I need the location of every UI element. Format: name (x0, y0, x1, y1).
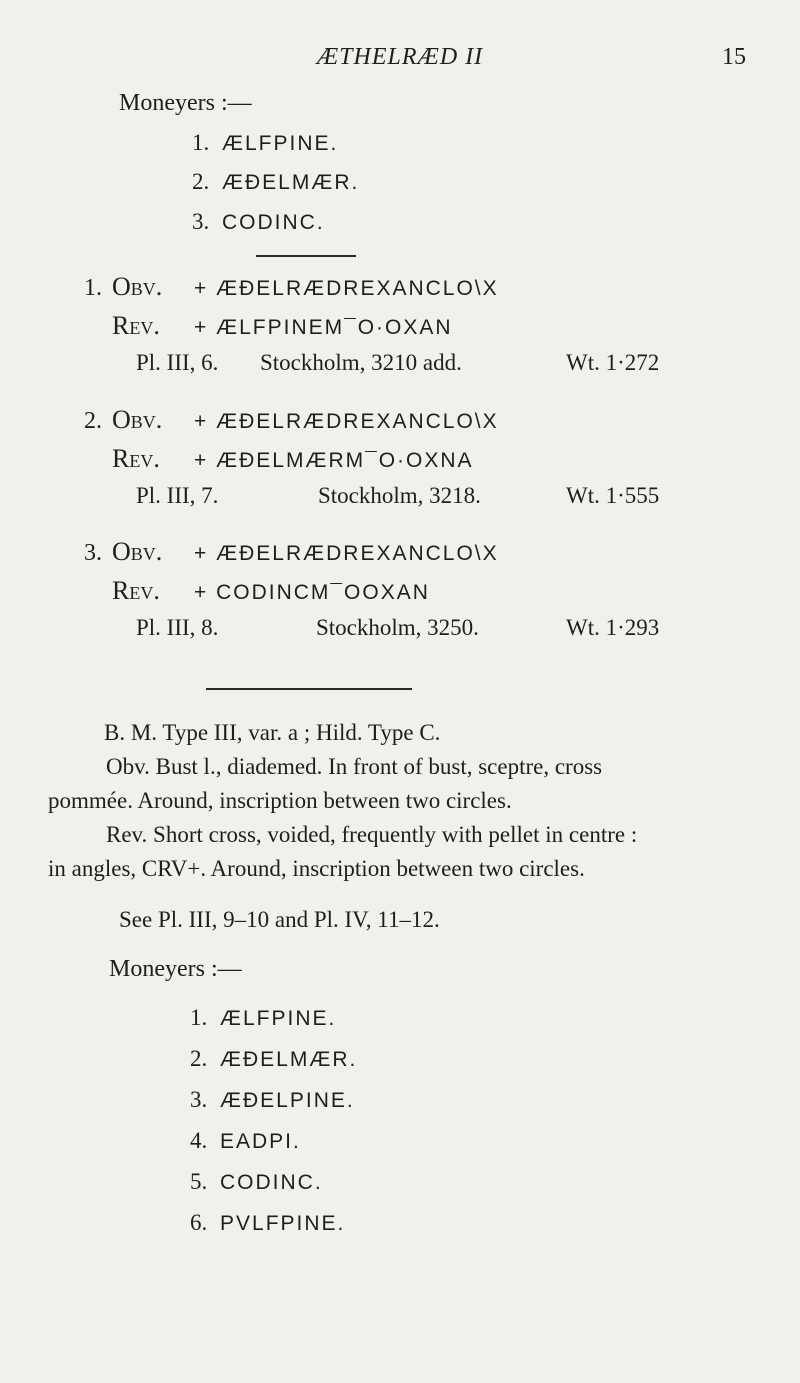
weight: Wt. 1·555 (566, 483, 660, 508)
obv-inscription: + ÆÐELRÆDREXANCLO\X (194, 410, 499, 433)
entry-obverse (84, 537, 499, 567)
moneyer-number: 1. (190, 1005, 208, 1030)
moneyer-number: 2. (190, 1046, 208, 1071)
location-ref: Stockholm, 3218. (318, 483, 481, 508)
rev-inscription: + ÆÐELMÆRM¯O·OXNA (194, 449, 474, 472)
page-number: 15 (722, 44, 746, 70)
moneyer-number: 6. (190, 1210, 208, 1235)
moneyer-number: 3. (192, 209, 210, 234)
moneyer-number: 2. (192, 169, 210, 194)
rev-label: Rev. (112, 444, 160, 473)
entry-number: 3. (84, 540, 102, 566)
obv-inscription: + ÆÐELRÆDREXANCLO\X (194, 542, 499, 565)
obv-label: Obv. (112, 537, 163, 566)
moneyer-name: ÆLFPINE. (220, 1007, 337, 1030)
moneyer-number: 4. (190, 1128, 208, 1153)
obv-label: Obv. (112, 272, 163, 301)
obv-inscription: + ÆÐELRÆDREXANCLO\X (194, 277, 499, 300)
rev-inscription: + ÆLFPINEM¯O·OXAN (194, 316, 453, 339)
moneyer-name: PVLFPINE. (220, 1212, 346, 1235)
entry-reverse (112, 311, 453, 341)
moneyer-item (190, 1128, 301, 1154)
location-ref: Stockholm, 3250. (316, 615, 479, 640)
plate-ref: Pl. III, 7. (136, 483, 219, 508)
weight: Wt. 1·293 (566, 615, 660, 640)
moneyer-name: EADPI. (220, 1130, 301, 1153)
reverse-description-line: Rev. Short cross, voided, frequently with pellet in centre : (106, 822, 638, 847)
reverse-description-line: in angles, CRV+. Around, inscription between two circles. (48, 856, 585, 881)
moneyer-name: CODINC. (220, 1171, 323, 1194)
moneyer-name: ÆÐELMÆR. (220, 1048, 358, 1071)
moneyer-name: ÆLFPINE. (222, 132, 339, 155)
rev-inscription: + CODINCM¯OOXAN (194, 581, 430, 604)
see-plates-line: See Pl. III, 9–10 and Pl. IV, 11–12. (119, 907, 440, 932)
plate-ref: Pl. III, 6. (136, 350, 219, 375)
separator-rule (256, 255, 356, 257)
moneyer-item (190, 1087, 355, 1113)
moneyer-name: CODINC. (222, 211, 325, 234)
entry-reverse (112, 576, 430, 606)
moneyer-item (192, 169, 359, 195)
moneyer-item (190, 1046, 357, 1072)
section-rule (206, 688, 412, 690)
entry-number: 1. (84, 275, 102, 301)
moneyer-item (190, 1169, 323, 1195)
moneyer-name: ÆÐELMÆR. (222, 171, 360, 194)
entry-obverse (84, 272, 499, 302)
moneyer-item (190, 1210, 345, 1236)
entry-number: 2. (84, 408, 102, 434)
plate-ref: Pl. III, 8. (136, 615, 219, 640)
moneyer-item (190, 1005, 336, 1031)
moneyer-item (192, 209, 325, 235)
entry-obverse (84, 405, 499, 435)
moneyer-item (192, 130, 338, 156)
moneyer-number: 1. (192, 130, 210, 155)
type-reference: B. M. Type III, var. a ; Hild. Type C. (104, 720, 441, 745)
location-ref: Stockholm, 3210 add. (260, 350, 462, 375)
moneyer-name: ÆÐELPINE. (220, 1089, 355, 1112)
moneyers-label: Moneyers :— (109, 956, 242, 982)
moneyer-number: 5. (190, 1169, 208, 1194)
moneyer-number: 3. (190, 1087, 208, 1112)
rev-label: Rev. (112, 576, 160, 605)
rev-label: Rev. (112, 311, 160, 340)
obverse-description-line: pommée. Around, inscription between two circles. (48, 788, 512, 813)
obv-label: Obv. (112, 405, 163, 434)
weight: Wt. 1·272 (566, 350, 660, 375)
running-title: ÆTHELRÆD II (316, 44, 484, 70)
obverse-description-line: Obv. Bust l., diademed. In front of bust, sceptre, cross (106, 754, 603, 779)
entry-reverse (112, 444, 474, 474)
moneyers-label: Moneyers :— (119, 90, 252, 116)
